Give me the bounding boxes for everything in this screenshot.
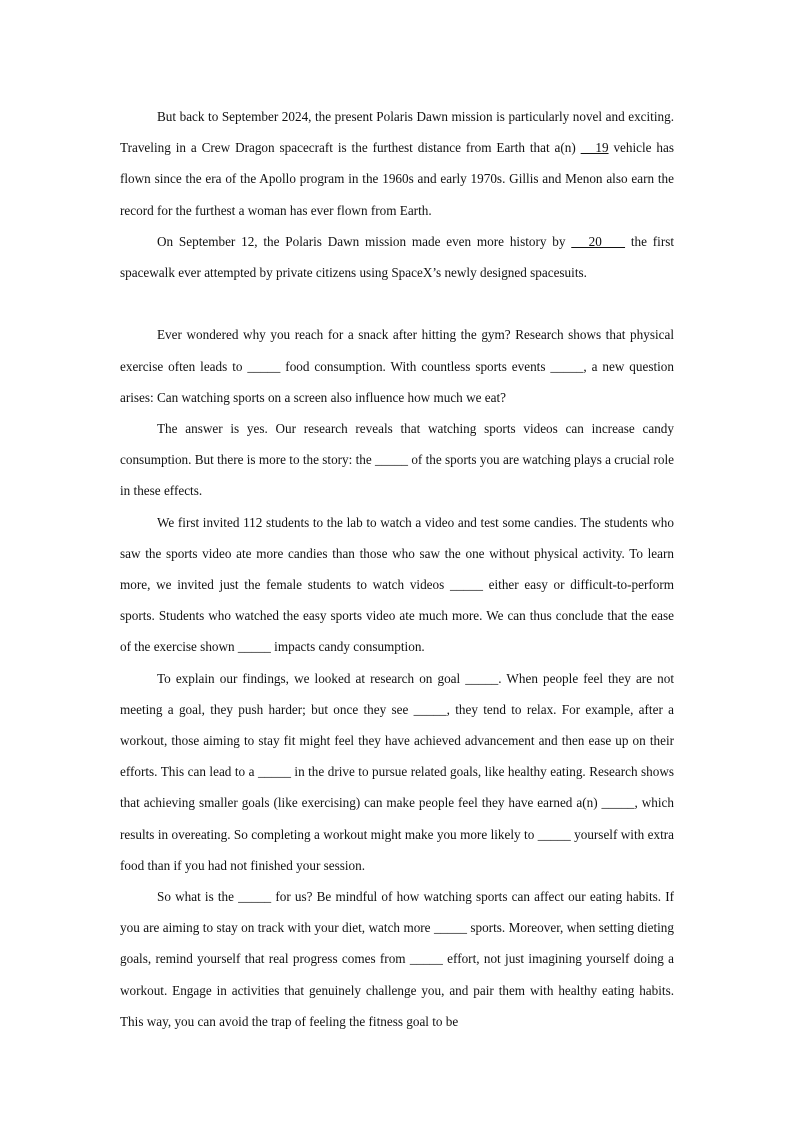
passage-a-paragraph-2: [120, 226, 674, 288]
passage-b-paragraph-2: The answer is yes. Our research reveals that watching sports videos can increase candy consumption. But there is more to the story: the _____ of the sports you are watching plays a crucial role in these effects.: [120, 421, 674, 499]
passage-b-paragraph-4: To explain our findings, we looked at research on goal _____. When people feel they are not meeting a goal, they push harder; but once they see _____, they tend to relax. For example, after a workout, those aiming to stay fit might feel they have achieved advancement and then ease up on their efforts. This can lead to a _____ in the drive to pursue related goals, like healthy eating. Research shows that achieving smaller goals (like exercising) can make people feel they have earned a(n) _____, which results in overeating. So completing a workout might make you more likely to _____ yourself with extra food than if you had not finished your session.: [120, 670, 674, 873]
text-segment: On September 12, the Polaris Dawn mission made even more history by: [157, 233, 572, 249]
section-gap: [120, 288, 674, 319]
passage-a-paragraph-1: [120, 101, 674, 226]
text-segment: vehicle has flown since the era of the Apollo program in the 1960s and early 1970s. Gillis and Menon also earn the record for the furthest a woman has ever flown from Earth.: [120, 140, 675, 218]
blank-20: 20: [571, 233, 626, 249]
passage-b-paragraph-3: We first invited 112 students to the lab to watch a video and test some candies. The students who saw the sports video ate more candies than those who saw the one without physical activity. To learn more, we invited just the female students to watch videos _____ either easy or difficult-to-perform sports. Students who watched the easy sports video ate much more. We can thus conclude that the ease of the exercise shown _____ impacts candy consumption.: [120, 514, 674, 655]
blank-19: 19: [580, 140, 609, 156]
passage-b-paragraph-5: So what is the _____ for us? Be mindful of how watching sports can affect our eating habits. If you are aiming to stay on track with your diet, watch more _____ sports. Moreover, when setting dieting goals, remind yourself that real progress comes from _____ effort, not just imagining yourself doing a workout. Engage in activities that genuinely challenge you, and pair them with healthy eating habits. This way, you can avoid the trap of feeling the fitness goal to be: [120, 889, 674, 1029]
document-body: [120, 101, 674, 1037]
text-segment: the first spacewalk ever attempted by private citizens using SpaceX’s newly designed spacesuits.: [120, 233, 675, 281]
passage-b-paragraph-1: Ever wondered why you reach for a snack after hitting the gym? Research shows that physical exercise often leads to _____ food consumption. With countless sports events _____, a new question arises: Can watching sports on a screen also influence how much we eat?: [120, 327, 674, 405]
text-segment: But back to September 2024, the present Polaris Dawn mission is particularly novel and exciting. Traveling in a Crew Dragon spacecraft is the furthest distance from Earth that a(n): [120, 109, 674, 156]
